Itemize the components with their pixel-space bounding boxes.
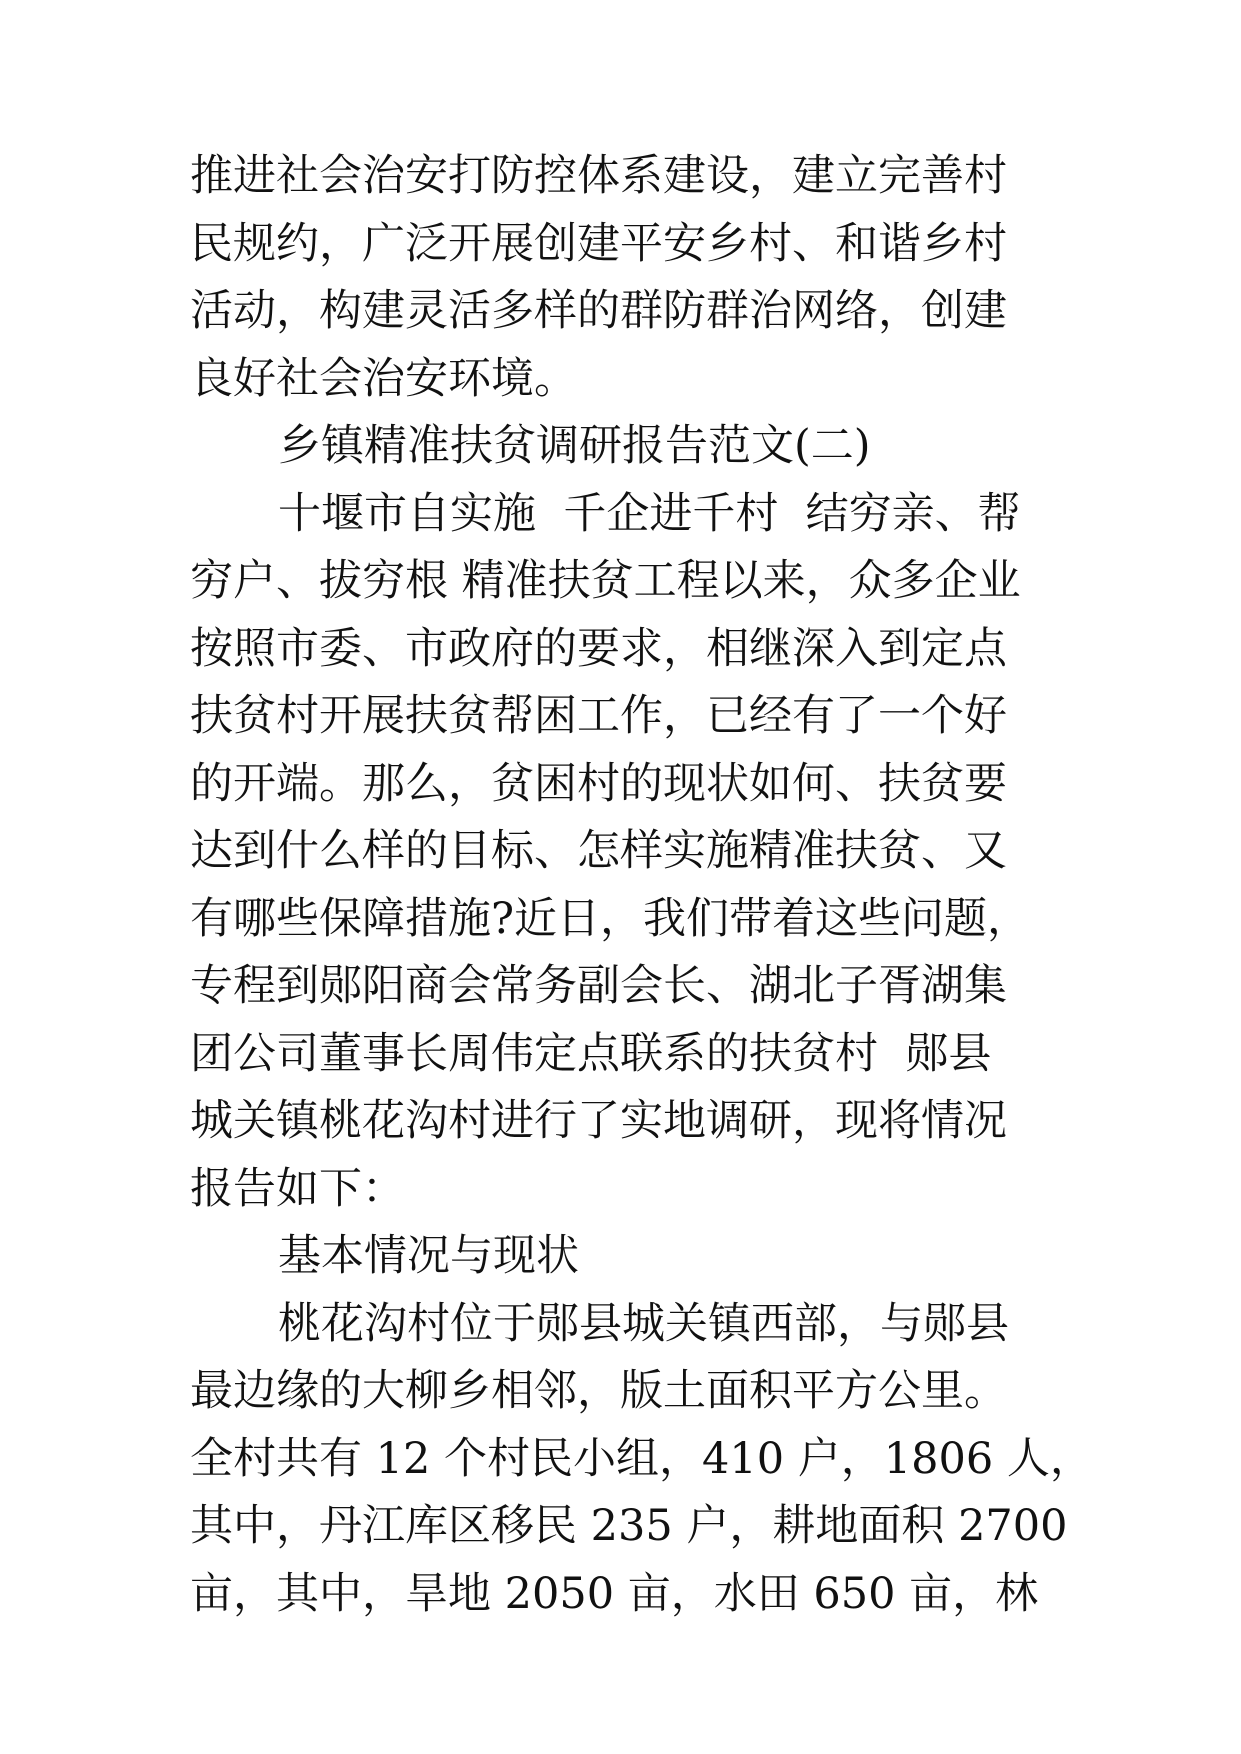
section-title: 乡镇精准扶贫调研报告范文(二) [278, 421, 871, 471]
text-line: 团公司董事长周伟定点联系的扶贫村 郧县 [190, 1028, 992, 1079]
text-line: 推进社会治安打防控体系建设，建立完善村 [190, 151, 1007, 201]
text-line: 报告如下： [190, 1163, 405, 1214]
text-line: 桃花沟村位于郧县城关镇西部，与郧县 [278, 1298, 1009, 1349]
text-line: 其中，丹江库区移民 235 户，耕地面积 2700 [190, 1501, 1068, 1551]
text-line: 良好社会治安环境。 [190, 353, 577, 404]
text-line: 城关镇桃花沟村进行了实地调研，现将情况 [190, 1096, 1007, 1146]
text-line: 穷户、拔穷根 精准扶贫工程以来，众多企业 [190, 556, 1021, 606]
text-line: 最边缘的大柳乡相邻，版土面积平方公里。 [190, 1366, 1007, 1416]
section-heading: 基本情况与现状 [278, 1231, 579, 1281]
text-line: 活动，构建灵活多样的群防群治网络，创建 [190, 286, 1007, 336]
text-line: 亩，其中，旱地 2050 亩，水田 650 亩，林 [190, 1568, 1039, 1619]
text-line: 有哪些保障措施?近日，我们带着这些问题， [190, 893, 1031, 944]
text-line: 全村共有 12 个村民小组，410 户，1806 人， [190, 1433, 1093, 1484]
body-text [190, 143, 1093, 1628]
text-line: 专程到郧阳商会常务副会长、湖北子胥湖集 [190, 961, 1007, 1011]
text-line: 达到什么样的目标、怎样实施精准扶贫、又 [190, 826, 1007, 876]
text-line: 十堰市自实施 千企进千村 结穷亲、帮 [278, 488, 1021, 539]
text-line: 扶贫村开展扶贫帮困工作，已经有了一个好 [190, 691, 1007, 741]
text-line: 的开端。那么，贫困村的现状如何、扶贫要 [190, 758, 1007, 809]
text-line: 民规约，广泛开展创建平安乡村、和谐乡村 [190, 218, 1007, 269]
text-line: 按照市委、市政府的要求，相继深入到定点 [190, 623, 1007, 674]
